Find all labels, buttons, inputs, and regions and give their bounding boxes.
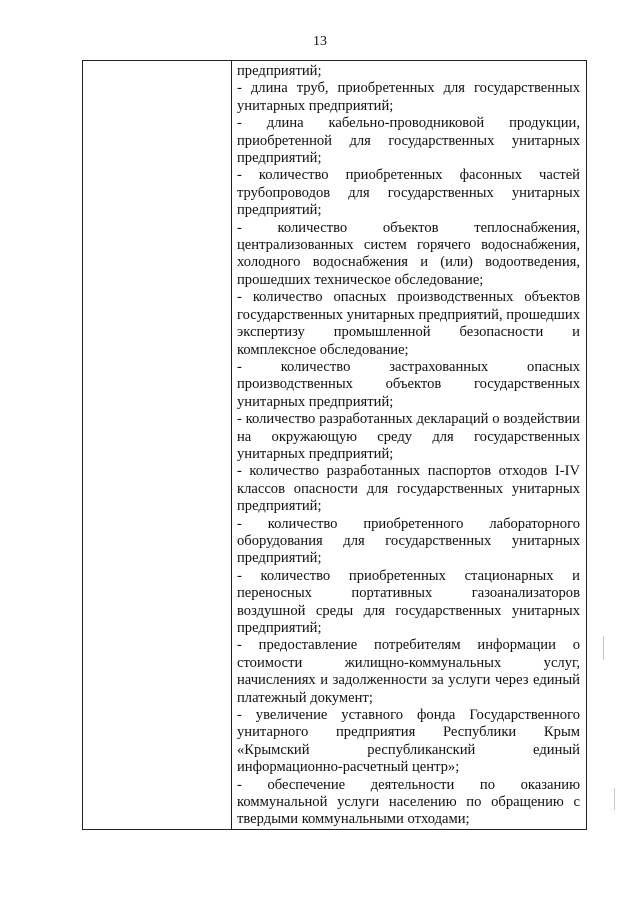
list-item: предприятий; bbox=[237, 63, 322, 79]
list-item: - количество приобретенного лабораторного оборудования для государственных унитарных предприятий; bbox=[237, 515, 580, 567]
indicators-cell bbox=[232, 61, 587, 830]
list-item: - увеличение уставного фонда Государственного унитарного предприятия Республики Крым «Крымский республиканский единый информационно-расчетный центр»; bbox=[237, 707, 580, 776]
scan-artifact-line bbox=[603, 636, 604, 660]
list-item: - количество разработанных деклараций о воздействии на окружающую среду для государственных унитарных предприятий; bbox=[237, 411, 580, 462]
list-item: - количество объектов теплоснабжения, централизованных систем горячего водоснабжения, холодного водоснабжения и (или) водоотведения, прошедших техническое обследование; bbox=[237, 219, 580, 288]
page-number: 13 bbox=[313, 34, 327, 49]
list-item: - обеспечение деятельности по оказанию коммунальной услуги населению по обращению с твердыми коммунальными отходами; bbox=[237, 776, 580, 828]
list-item: - количество опасных производственных объектов государственных унитарных предприятий, прошедших экспертизу промышленной безопасности и комплексное обследование; bbox=[237, 289, 580, 358]
list-item: - количество разработанных паспортов отходов I-IV классов опасности для государственных унитарных предприятий; bbox=[237, 463, 580, 515]
indicators-table bbox=[82, 60, 587, 830]
list-item: - количество застрахованных опасных производственных объектов государственных унитарных предприятий; bbox=[237, 358, 580, 410]
list-item: - предоставление потребителям информации о стоимости жилищно-коммунальных услуг, начислениях и задолженности за услуги через единый платежный документ; bbox=[237, 637, 580, 706]
list-item: - длина труб, приобретенных для государственных унитарных предприятий; bbox=[237, 80, 580, 114]
list-item: - количество приобретенных стационарных и переносных портативных газоанализаторов воздушной среды для государственных унитарных предприятий; bbox=[237, 567, 580, 636]
left-empty-cell bbox=[83, 61, 232, 830]
table-row bbox=[83, 61, 587, 830]
list-item: - длина кабельно-проводниковой продукции, приобретенной для государственных унитарных предприятий; bbox=[237, 115, 580, 167]
list-item: - количество приобретенных фасонных частей трубопроводов для государственных унитарных предприятий; bbox=[237, 167, 580, 219]
scan-artifact-line bbox=[614, 788, 615, 810]
indicators-list bbox=[232, 61, 586, 829]
